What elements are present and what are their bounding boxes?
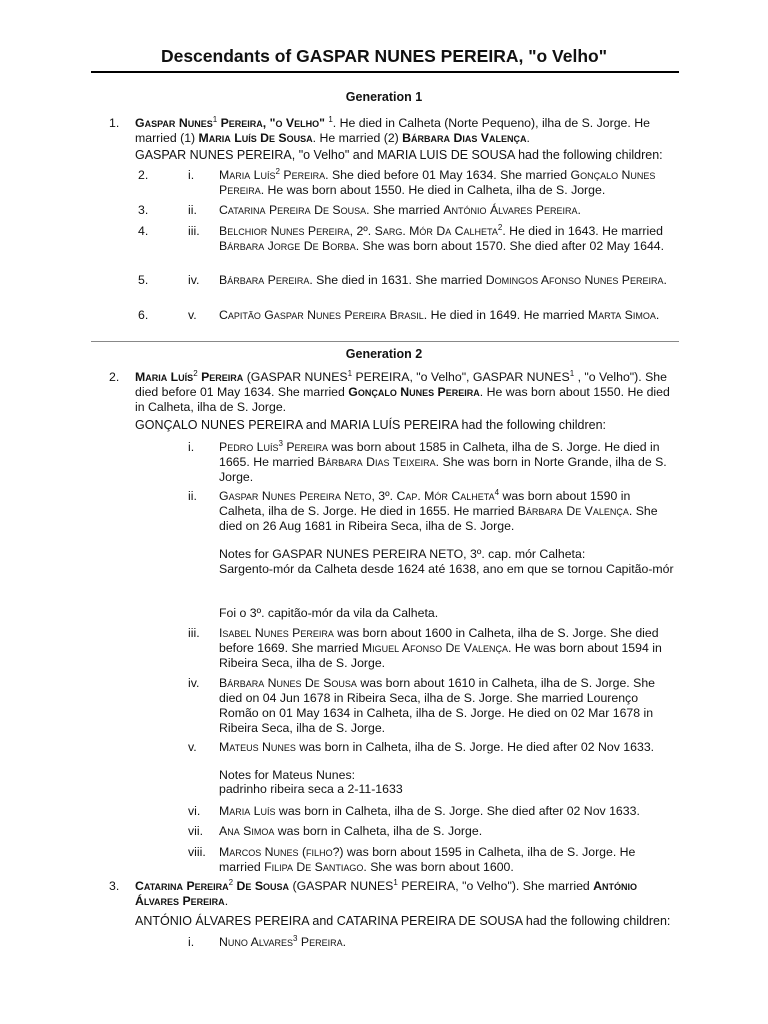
page-title: Descendants of GASPAR NUNES PEREIRA, "o Velho": [160, 46, 608, 66]
entry-text: . He married (2): [312, 131, 403, 145]
entry-text: . He was born about 1594 in Ribeira Seca, ilha de S. Jorge.: [219, 641, 662, 670]
spouse-name: Gonçalo Nunes Pereira: [348, 385, 480, 399]
person-entry-maria: [135, 370, 680, 415]
child-name: Ana Simoa: [219, 824, 275, 838]
child-name: Pedro Luís: [219, 440, 279, 454]
children-intro: ANTÓNIO ÁLVARES PEREIRA and CATARINA PEREIRA DE SOUSA had the following children:: [135, 914, 671, 928]
entry-text: .: [663, 273, 667, 287]
child-name: Bárbara Pereira: [219, 273, 310, 287]
person-entry-catarina: [135, 879, 680, 909]
entry-text: . She died on 26 Aug 1681 in Ribeira Seca, ilha de S. Jorge.: [219, 504, 658, 533]
entry-text: was born about 1595 in Calheta, ilha de S. Jorge. He married: [219, 845, 636, 874]
child-entry: [219, 626, 679, 671]
person-name: Catarina Pereira: [135, 879, 229, 893]
spouse-name: Miguel Afonso De Valença: [361, 641, 508, 655]
person-name-rest: Pereira: [201, 370, 244, 384]
generation-sup: 2: [275, 166, 280, 176]
entry-number: 3.: [109, 879, 120, 893]
entry-text: . He was born about 1550. He died in Calheta, ilha de S. Jorge.: [260, 183, 606, 197]
child-roman: v.: [188, 740, 197, 754]
entry-text: was born about 1610 in Calheta, ilha de S. Jorge. She died on 04 Jun 1678 in Ribeira Seca, ilha de S. Jorge. She married Lourenço Romão on 01 May 1634 in Calheta, ilha de S. Jorge. He died on 02 Mar 1678 in Ribeira Seca, ilha de S. Jorge.: [219, 676, 656, 735]
child-name-rest: Pereira: [286, 440, 329, 454]
child-roman: ii.: [188, 489, 197, 503]
child-roman: viii.: [188, 845, 206, 859]
child-roman: iii.: [188, 626, 200, 640]
child-entry: [219, 308, 679, 323]
child-entry: [219, 740, 679, 755]
entry-text: . He died in Calheta (Norte Pequeno), ilha de S. Jorge. He married (1): [135, 116, 650, 145]
child-roman: iv.: [188, 676, 200, 690]
spouse-name: Bárbara Dias Teixeira: [317, 455, 436, 469]
child-name: Belchior Nunes Pereira, 2º. Sarg. Mór Da Calheta: [219, 224, 498, 238]
spouse-name: Maria Luís De Sousa: [198, 131, 313, 145]
child-number: 5.: [138, 273, 149, 287]
generation-sup: 4: [494, 487, 500, 497]
child-entry: [219, 203, 679, 218]
child-name: Capitão Gaspar Nunes Pereira Brasil: [219, 308, 424, 322]
entry-number: 2.: [109, 370, 120, 384]
notes-title: Notes for GASPAR NUNES PEREIRA NETO, 3º. cap. mór Calheta:: [219, 547, 586, 561]
entry-text: . He was born about 1550. He died in Calheta, ilha de S. Jorge.: [135, 385, 670, 414]
entry-text: was born in Calheta, ilha de S. Jorge.: [274, 824, 483, 838]
generation-sup: 3: [278, 438, 283, 448]
entry-text: . She was born in Norte Grande, ilha de S. Jorge.: [219, 455, 667, 484]
child-roman: i.: [188, 168, 195, 182]
child-roman: vii.: [188, 824, 204, 838]
person-entry-gaspar: [135, 116, 680, 146]
child-name: Maria Luís: [219, 804, 276, 818]
child-entry: [219, 676, 679, 736]
child-entry: [219, 440, 679, 485]
entry-text: PEREIRA, "o Velho"). She married: [397, 879, 594, 893]
entry-text: . She died in 1631. She married: [309, 273, 486, 287]
spouse-name: Filipa De Santiago: [264, 860, 364, 874]
entry-text: was born about 1590 in Calheta, ilha de S. Jorge. He died in 1655. He married: [219, 489, 631, 518]
entry-text: , "o Velho"). She died before 01 May 1634. She married: [135, 370, 667, 399]
child-roman: ii.: [188, 203, 197, 217]
children-intro: GASPAR NUNES PEREIRA, "o Velho" and MARIA LUIS DE SOUSA had the following children:: [135, 148, 663, 162]
entry-text: was born about 1600 in Calheta, ilha de S. Jorge. She died before 1669. She married: [219, 626, 659, 655]
entry-text: . She died before 01 May 1634. She married: [325, 168, 571, 182]
entry-text: PEREIRA, "o Velho", GASPAR NUNES: [352, 370, 570, 384]
spouse-name: Bárbara De Valença: [517, 504, 629, 518]
generation-sup: 1: [393, 877, 398, 887]
child-name-rest: Pereira: [300, 935, 343, 949]
spouse-name: Bárbara Dias Valença: [402, 131, 527, 145]
person-name: Maria Luís: [135, 370, 194, 384]
entry-text: .: [342, 935, 347, 949]
generation-1-heading: Generation 1: [345, 90, 423, 104]
child-roman: iii.: [188, 224, 200, 238]
entry-text: was born in Calheta, ilha de S. Jorge. He died after 02 Nov 1633.: [295, 740, 655, 754]
notes-text: Sargento-mór da Calheta desde 1624 até 1638, ano em que se tornou Capitão-mór: [219, 562, 674, 576]
entry-text: was born in Calheta, ilha de S. Jorge. She died after 02 Nov 1633.: [275, 804, 640, 818]
child-entry: [219, 224, 679, 254]
child-name: Isabel Nunes Pereira: [219, 626, 334, 640]
child-entry: [219, 489, 679, 534]
entry-text: (GASPAR NUNES: [243, 370, 348, 384]
person-name-rest: Pereira, "o Velho": [220, 116, 325, 130]
spouse-name: António Álvares Pereira: [135, 879, 638, 908]
spouse-name: Marta Simoa: [587, 308, 656, 322]
entry-text: (GASPAR NUNES: [289, 879, 394, 893]
child-roman: i.: [188, 935, 195, 949]
entry-text: .: [224, 894, 229, 908]
child-number: 3.: [138, 203, 149, 217]
entry-text: . She was born about 1600.: [363, 860, 514, 874]
notes-text: padrinho ribeira seca a 2-11-1633: [219, 782, 403, 796]
child-name: Bárbara Nunes De Sousa: [219, 676, 357, 690]
child-number: 2.: [138, 168, 149, 182]
entry-text: . She married: [366, 203, 444, 217]
entry-text: . He died in 1649. He married: [423, 308, 588, 322]
child-entry: [219, 935, 679, 950]
entry-text: was born about 1585 in Calheta, ilha de S. Jorge. He died in 1665. He married: [219, 440, 660, 469]
child-name: Mateus Nunes: [219, 740, 296, 754]
entry-text: . She was born about 1570. She died after 02 May 1644.: [355, 239, 665, 253]
child-entry: [219, 273, 679, 288]
child-name: Maria Luís: [219, 168, 276, 182]
child-name: Marcos Nunes (filho?): [219, 845, 344, 859]
child-entry: [219, 168, 679, 198]
generation-2-heading: Generation 2: [345, 347, 423, 361]
child-entry: [219, 845, 679, 875]
child-roman: v.: [188, 308, 197, 322]
generation-sup: 1: [212, 114, 218, 124]
entry-text: .: [577, 203, 581, 217]
children-intro: GONÇALO NUNES PEREIRA and MARIA LUÍS PEREIRA had the following children:: [135, 418, 607, 432]
child-name: Gaspar Nunes Pereira Neto, 3º. Cap. Mór Calheta: [219, 489, 495, 503]
generation-sup: 1: [347, 368, 353, 378]
child-name: Catarina Pereira De Sousa: [219, 203, 367, 217]
child-number: 4.: [138, 224, 149, 238]
person-name-rest: De Sousa: [236, 879, 290, 893]
generation-sup: 2: [228, 877, 234, 887]
footnote-ref: 1: [328, 114, 333, 124]
child-number: 6.: [138, 308, 149, 322]
notes-title: Notes for Mateus Nunes:: [219, 768, 356, 782]
spouse-name: Domingos Afonso Nunes Pereira: [485, 273, 664, 287]
child-roman: iv.: [188, 273, 200, 287]
child-roman: i.: [188, 440, 195, 454]
notes-text: Foi o 3º. capitão-mór da vila da Calheta.: [219, 606, 439, 620]
generation-sup: 3: [293, 933, 298, 943]
spouse-name: António Álvares Pereira: [443, 203, 578, 217]
child-name-rest: Pereira: [283, 168, 326, 182]
title-divider: [91, 71, 679, 73]
generation-divider: [91, 341, 679, 342]
child-roman: vi.: [188, 804, 201, 818]
spouse-name: Gonçalo Nunes Pereira: [219, 168, 656, 197]
generation-sup: 2: [497, 222, 503, 232]
person-name: Gaspar Nunes: [135, 116, 213, 130]
generation-sup: 1: [569, 368, 575, 378]
entry-text: .: [655, 308, 660, 322]
generation-sup: 2: [193, 368, 198, 378]
spouse-name: Bárbara Jorge De Borba: [219, 239, 356, 253]
entry-text: .: [526, 131, 530, 145]
child-entry: [219, 824, 679, 839]
child-entry: [219, 804, 679, 819]
child-name: Nuno Alvares: [219, 935, 294, 949]
entry-number: 1.: [109, 116, 120, 130]
entry-text: . He died in 1643. He married: [502, 224, 663, 238]
